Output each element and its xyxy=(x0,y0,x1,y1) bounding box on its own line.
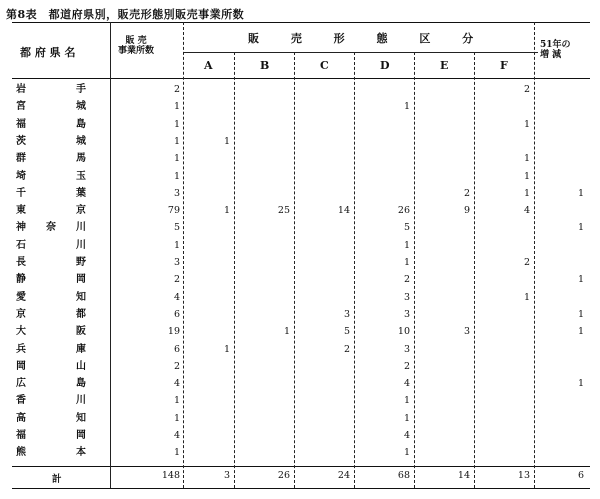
cell-total: 79 xyxy=(167,205,180,217)
total-a: 3 xyxy=(223,470,230,481)
prefecture-char: 香 xyxy=(16,395,26,407)
prefecture-char: 大 xyxy=(16,326,26,338)
cell-total: 2 xyxy=(173,360,180,372)
cell-d: 10 xyxy=(397,326,410,338)
cell-d: 2 xyxy=(403,360,410,372)
cell-d: 1 xyxy=(403,395,410,407)
table-row xyxy=(12,169,590,186)
prefecture-char: 野 xyxy=(76,257,86,268)
cell-total: 2 xyxy=(173,274,180,286)
table-row xyxy=(12,117,590,134)
prefecture-char: 島 xyxy=(76,378,86,390)
cell-a: 1 xyxy=(223,205,230,217)
cell-c: 2 xyxy=(343,343,350,355)
cell-f: 1 xyxy=(523,118,530,130)
cell-c: 14 xyxy=(337,205,350,217)
prefecture-char: 神 xyxy=(16,222,26,234)
table-row xyxy=(12,411,590,428)
prefecture-char: 馬 xyxy=(76,153,86,165)
cell-total: 19 xyxy=(167,326,180,338)
prefecture-char: 岩 xyxy=(16,84,26,95)
cell-total: 4 xyxy=(173,430,180,441)
header-increase: 51年の 増 減 xyxy=(540,40,571,60)
cell-total: 1 xyxy=(173,239,180,251)
prefecture-char: 岡 xyxy=(76,430,86,441)
subheader-rule xyxy=(183,52,538,53)
cell-d: 1 xyxy=(403,239,410,251)
header-sales-type-group: 販 売 形 態 区 分 xyxy=(248,32,488,45)
table-row xyxy=(12,376,590,393)
total-c: 24 xyxy=(337,470,350,481)
prefecture-char: 石 xyxy=(16,239,26,251)
prefecture-char: 京 xyxy=(76,205,86,217)
header-bottom-rule xyxy=(12,78,590,79)
cell-total: 3 xyxy=(173,257,180,268)
cell-total: 1 xyxy=(173,153,180,165)
cell-f: 1 xyxy=(523,291,530,303)
prefecture-char: 手 xyxy=(76,84,86,95)
cell-d: 26 xyxy=(397,205,410,217)
prefecture-char: 阪 xyxy=(76,326,86,338)
prefecture-name xyxy=(16,153,106,165)
prefecture-name xyxy=(16,222,106,234)
prefecture-char: 島 xyxy=(76,118,86,130)
prefecture-name xyxy=(16,119,106,131)
prefecture-name xyxy=(16,395,106,407)
table-row xyxy=(12,203,590,220)
prefecture-name xyxy=(16,101,106,113)
table-row xyxy=(12,99,590,116)
prefecture-char: 群 xyxy=(16,153,26,165)
table-row xyxy=(12,255,590,272)
prefecture-char: 兵 xyxy=(16,343,26,355)
cell-d: 1 xyxy=(403,447,410,459)
table-title: 第8表 都道府県別，販売形態別販売事業所数 xyxy=(6,8,245,21)
header-col-b: B xyxy=(260,59,270,72)
table-row xyxy=(12,220,590,237)
cell-e: 9 xyxy=(463,205,470,217)
prefecture-char: 千 xyxy=(16,187,26,199)
prefecture-name xyxy=(16,188,106,200)
cell-d: 1 xyxy=(403,101,410,113)
table-row xyxy=(12,393,590,410)
prefecture-char: 奈 xyxy=(46,222,56,234)
table-row xyxy=(12,359,590,376)
cell-total: 1 xyxy=(173,412,180,424)
prefecture-char: 城 xyxy=(76,101,86,113)
prefecture-char: 川 xyxy=(76,239,86,251)
cell-d: 2 xyxy=(403,274,410,286)
prefecture-char: 福 xyxy=(16,118,26,130)
cell-d: 3 xyxy=(403,343,410,355)
prefecture-char: 山 xyxy=(76,360,86,372)
cell-a: 1 xyxy=(223,343,230,355)
table-top-rule xyxy=(12,22,590,23)
cell-d: 4 xyxy=(403,378,410,390)
prefecture-name xyxy=(16,413,106,425)
cell-d: 1 xyxy=(403,412,410,424)
header-sales-count: 販 売 事業所数 xyxy=(118,36,155,56)
prefecture-char: 長 xyxy=(16,257,26,268)
prefecture-name xyxy=(16,344,106,356)
prefecture-name xyxy=(16,240,106,252)
prefecture-char: 川 xyxy=(76,222,86,234)
header-col-e: E xyxy=(440,59,449,72)
cell-f: 1 xyxy=(523,153,530,165)
cell-inc: 1 xyxy=(577,274,584,286)
table-row xyxy=(12,290,590,307)
prefecture-char: 茨 xyxy=(16,135,26,147)
cell-d: 3 xyxy=(403,291,410,303)
prefecture-name xyxy=(16,292,106,304)
prefecture-name xyxy=(16,171,106,183)
cell-c: 5 xyxy=(343,326,350,338)
table-row xyxy=(12,134,590,151)
cell-inc: 1 xyxy=(577,326,584,338)
table-row xyxy=(12,272,590,289)
total-f: 13 xyxy=(517,470,530,481)
cell-b: 25 xyxy=(277,205,290,217)
cell-total: 1 xyxy=(173,395,180,407)
cell-f: 1 xyxy=(523,187,530,199)
cell-inc: 1 xyxy=(577,187,584,199)
table-row xyxy=(12,238,590,255)
prefecture-char: 東 xyxy=(16,205,26,217)
cell-inc: 1 xyxy=(577,222,584,234)
header-col-d: D xyxy=(380,59,390,72)
prefecture-char: 熊 xyxy=(16,447,26,459)
total-row xyxy=(12,468,590,485)
prefecture-char: 広 xyxy=(16,378,26,390)
cell-d: 4 xyxy=(403,430,410,441)
prefecture-name xyxy=(16,274,106,286)
cell-f: 4 xyxy=(523,205,530,217)
prefecture-char: 玉 xyxy=(76,170,86,182)
prefecture-char: 岡 xyxy=(16,360,26,372)
prefecture-char: 京 xyxy=(16,308,26,320)
total-b: 26 xyxy=(277,470,290,481)
prefecture-name xyxy=(16,361,106,373)
prefecture-name xyxy=(16,378,106,390)
cell-c: 3 xyxy=(343,308,350,320)
cell-a: 1 xyxy=(223,135,230,147)
prefecture-name xyxy=(16,447,106,459)
header-col-f: F xyxy=(500,59,508,72)
total-e: 14 xyxy=(457,470,470,481)
cell-total: 6 xyxy=(173,343,180,355)
cell-d: 3 xyxy=(403,308,410,320)
prefecture-name xyxy=(16,205,106,217)
cell-inc: 1 xyxy=(577,378,584,390)
prefecture-name xyxy=(16,326,106,338)
prefecture-name xyxy=(16,309,106,321)
prefecture-name xyxy=(16,430,106,442)
cell-total: 1 xyxy=(173,447,180,459)
table-row xyxy=(12,186,590,203)
cell-d: 5 xyxy=(403,222,410,234)
table-row xyxy=(12,151,590,168)
cell-total: 3 xyxy=(173,187,180,199)
cell-total: 1 xyxy=(173,170,180,182)
prefecture-name xyxy=(16,84,106,96)
table-row xyxy=(12,82,590,99)
prefecture-char: 庫 xyxy=(76,343,86,355)
cell-f: 2 xyxy=(523,84,530,95)
header-col-a: A xyxy=(204,59,213,72)
table-row xyxy=(12,307,590,324)
cell-e: 2 xyxy=(463,187,470,199)
prefecture-char: 高 xyxy=(16,412,26,424)
prefecture-name xyxy=(16,257,106,269)
table-row xyxy=(12,324,590,341)
prefecture-char: 静 xyxy=(16,274,26,286)
cell-f: 2 xyxy=(523,257,530,268)
cell-total: 1 xyxy=(173,135,180,147)
total-separator-rule xyxy=(12,466,590,467)
cell-inc: 1 xyxy=(577,308,584,320)
total-increase: 6 xyxy=(577,470,584,481)
total-count: 148 xyxy=(161,470,180,481)
cell-total: 1 xyxy=(173,101,180,113)
prefecture-char: 本 xyxy=(76,447,86,459)
prefecture-char: 宮 xyxy=(16,101,26,113)
table-row xyxy=(12,342,590,359)
cell-total: 6 xyxy=(173,308,180,320)
prefecture-char: 川 xyxy=(76,395,86,407)
prefecture-char: 埼 xyxy=(16,170,26,182)
cell-b: 1 xyxy=(283,326,290,338)
data-table xyxy=(12,22,590,488)
prefecture-char: 城 xyxy=(76,135,86,147)
table-row xyxy=(12,428,590,445)
prefecture-char: 岡 xyxy=(76,274,86,286)
prefecture-char: 愛 xyxy=(16,291,26,303)
prefecture-char: 都 xyxy=(76,308,86,320)
total-label: 計 xyxy=(52,474,62,485)
prefecture-name xyxy=(16,136,106,148)
cell-total: 5 xyxy=(173,222,180,234)
header-prefecture: 都 府 県 名 xyxy=(20,46,76,59)
table-bottom-rule xyxy=(12,488,590,489)
cell-total: 4 xyxy=(173,291,180,303)
cell-f: 1 xyxy=(523,170,530,182)
cell-total: 4 xyxy=(173,378,180,390)
cell-total: 1 xyxy=(173,118,180,130)
prefecture-char: 知 xyxy=(76,291,86,303)
prefecture-char: 福 xyxy=(16,430,26,441)
cell-total: 2 xyxy=(173,84,180,95)
cell-d: 1 xyxy=(403,257,410,268)
total-d: 68 xyxy=(397,470,410,481)
table-row xyxy=(12,445,590,462)
header-col-c: C xyxy=(320,59,329,72)
prefecture-char: 知 xyxy=(76,412,86,424)
prefecture-char: 葉 xyxy=(76,187,86,199)
cell-e: 3 xyxy=(463,326,470,338)
